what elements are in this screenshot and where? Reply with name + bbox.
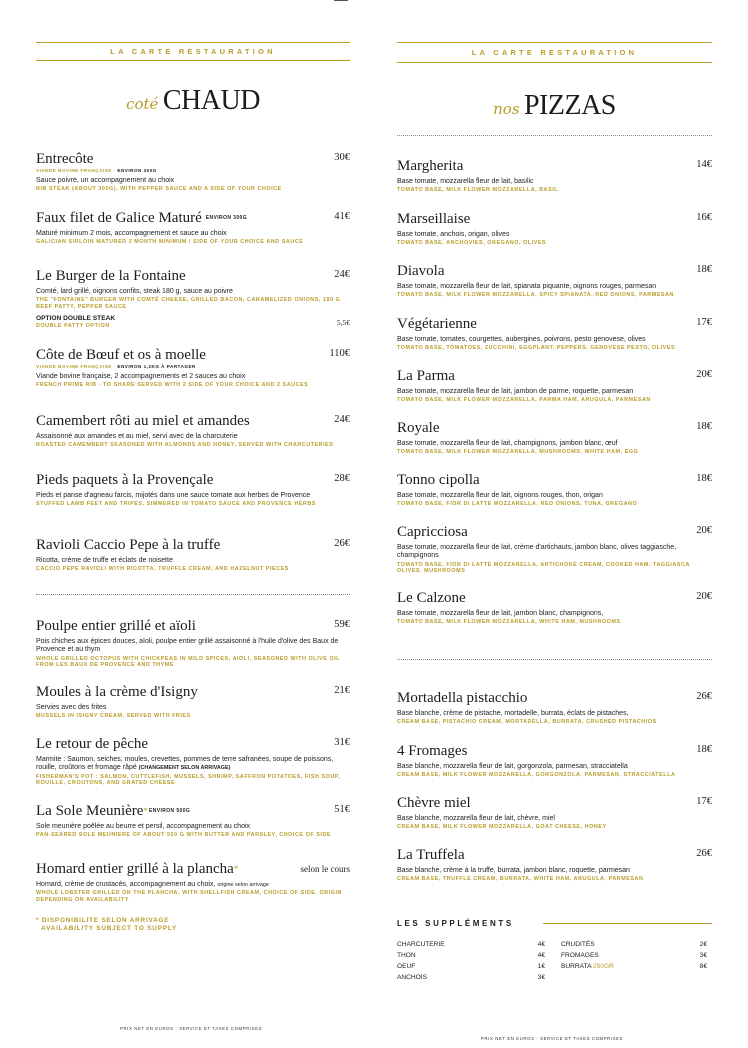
item-price: 14€ [696,159,712,170]
item-price: 17€ [696,796,712,807]
item-origin-tag: VIANDE BOVINE FRANÇAISE · ENVIRON 300G [36,168,157,173]
supplement-label: CRUDITÉS [561,941,595,948]
item-name: Capricciosa [397,524,468,540]
menu-item [397,795,712,831]
menu-item [36,618,350,668]
item-price: 41€ [334,211,350,222]
item-origin-tag: VIANDE BOVINE FRANÇAISE · ENVIRON 1,2KG À PARTAGER [36,364,196,369]
item-description-en: ROASTED CAMEMBERT SEASONED WITH ALMONDS AND HONEY, SERVED WITH CHARCUTERIES [36,442,334,449]
page-title [397,90,712,122]
item-description-en: TOMATO BASE, MILK FLOWER MOZZARELLA, PARMA HAM, ARUGULA, PARMESAN [397,397,651,404]
header-rule-bottom [397,62,712,63]
menu-item [397,211,712,247]
item-description: Base tomate, anchois, origan, olives [397,231,510,238]
item-description: Sole meunière poêlée au beurre et persil, accompagnement au choix [36,823,251,831]
item-description-en: CREAM BASE, MILK FLOWER MOZZARELLA, GORGONZOLA, PARMESAN, STRACCIATELLA [397,772,676,779]
item-name: Margherita [397,158,464,174]
item-description-en: TOMATO BASE, MILK FLOWER MOZZARELLA, SPICY SPIANATA, RED ONIONS, PARMESAN [397,292,674,299]
item-name: Marseillaise [397,211,471,227]
item-description-en: THE "FONTAINE" BURGER WITH COMTÉ CHEESE, GRILLED BACON, CARAMELIZED ONIONS, 180 G BEEF PATTY, PEPPER SAUCE [36,297,341,310]
item-description-en: TOMATO BASE, MILK FLOWER MOZZARELLA, WHITE HAM, MUSHROOMS [397,619,621,626]
item-description-en: TOMATO BASE, ANCHOVIES, OREGANO, OLIVES [397,240,547,247]
item-description: Pois chiches aux épices douces, aïoli, poulpe entier grillé assaisonné à l'huile d'olive des Baux de Provence et au thym [36,638,339,654]
item-description: Sauce poivre, un accompagnement au choix [36,177,175,184]
item-description-en: TOMATO BASE, TOMATOES, ZUCCHINI, EGGPLANT, PEPPERS, GENOVESE PESTO, OLIVES [397,345,676,352]
item-option: OPTION DOUBLE STEAK [36,314,116,322]
supplement-price: 3€ [537,974,545,981]
item-description: Base blanche, mozzarella fleur de lait, gorgonzola, parmesan, stracciatella [397,763,628,770]
supplement-price: 4€ [537,952,545,959]
section-header: LA CARTE RESTAURATION [110,47,276,56]
menu-item [397,743,712,779]
footnote: * DISPONIBILITE SELON ARRIVAGE AVAILABILITY SUBJECT TO SUPPLY [36,917,178,932]
section-header: LA CARTE RESTAURATION [471,48,638,57]
item-name: La Truffela [397,847,465,863]
item-description: Base tomate, mozzarella fleur de lait, spianata piquante, oignons rouges, parmesan [397,283,657,290]
header-rule-top [397,42,712,43]
item-description-en: WHOLE GRILLED OCTOPUS WITH CHICKPEAS IN MILD SPICES, AIOLI, SEASONED WITH OLIVE OIL FROM LES BAUX DE PROVENCE AND THYME [36,655,341,668]
item-price: 26€ [334,538,350,549]
item-description-en: FISHERMAN'S POT : SALMON, CUTTLEFISH, MUSSELS, SHRIMP, SAFFRON POTATOES, FISH SOUP, ROUILLE, CROUTONS, AND GRATED CHEESE [36,773,341,786]
menu-item [36,803,350,839]
item-description-en: CREAM BASE, PISTACHIO CREAM, MORTADELLA, BURRATA, CRUSHED PISTACHIOS [397,719,657,726]
item-price: 24€ [334,269,350,280]
menu-item [397,472,712,508]
supplement-price: 1€ [537,963,545,970]
title-cursive: coté [126,95,159,113]
menu-item [36,413,350,449]
item-description-en: GALICIAN SIRLOIN MATURED 2 MONTH MINIMUM / SIDE OF YOUR CHOICE AND SAUCE [36,239,304,246]
section-divider [36,594,350,595]
page-title [36,85,350,117]
menu-item [36,736,350,786]
top-mark [334,0,348,1]
item-description-en: CREAM BASE, MILK FLOWER MOZZARELLA, GOAT CHEESE, HONEY [397,824,607,831]
item-description: Viande bovine française, 2 accompagnements et 2 sauces au choix [36,373,246,380]
item-description: Assaisonné aux amandes et au miel, servi avec de la charcuterie [36,433,238,440]
menu-item [397,590,712,626]
supplement-price: 4€ [537,941,545,948]
item-description: Base tomate, mozzarella fleur de lait, oignons rouges, thon, origan [397,492,603,499]
item-price: 28€ [334,473,350,484]
item-name: Faux filet de Galice Maturé ENVIRON 300G [36,210,247,226]
menu-item [36,684,350,720]
menu-item [36,537,350,573]
item-price: 30€ [334,152,350,163]
item-description: Base blanche, crème de pistache, mortadelle, burrata, éclats de pistaches, [397,710,629,717]
item-price: 59€ [334,619,350,630]
item-weight-note: ENVIRON 300G [205,215,247,222]
title-cursive: nos [493,100,520,118]
menu-item [397,158,712,194]
menu-item [397,368,712,404]
item-description: Base tomate, mozzarella fleur de lait, basilic [397,178,534,185]
item-price: 20€ [696,525,712,536]
item-description-en: TOMATO BASE, MILK FLOWER MOZZARELLA, BASIL [397,187,559,194]
supplement-price: 2€ [699,941,707,948]
item-name: Homard entier grillé à la plancha* [36,861,239,877]
item-description: Servies avec des frites [36,704,107,711]
item-description: Homard, crème de crustacés, accompagnement au choix, origine selon arrivage [36,881,269,888]
menu-item [397,847,712,883]
item-price: 17€ [696,317,712,328]
item-name: Entrecôte [36,151,94,167]
item-description-en: CACCIO PEPE RAVIOLI WITH RICOTTA, TRUFFLE CREAM, AND HAZELNUT PIECES [36,566,289,573]
menu-item [36,268,350,329]
item-description-en: FRENCH PRIME RIB - TO SHARE SERVED WITH 2 SIDE OF YOUR CHOICE AND 2 SAUCES [36,382,309,389]
item-price: 18€ [696,744,712,755]
item-price: 18€ [696,473,712,484]
item-description-en: RIB STEAK (ABOUT 300G), WITH PEPPER SAUCE AND A SIDE OF YOUR CHOICE [36,186,282,193]
item-description: Base blanche, mozzarella fleur de lait, chèvre, miel [397,815,555,822]
item-name: Diavola [397,263,445,279]
supplement-price: 3€ [699,952,707,959]
menu-item [397,316,712,352]
item-price: 31€ [334,737,350,748]
item-description-en: STUFFED LAMB FEET AND TRIPES, SIMMERED IN TOMATO SAUCE AND PROVENCE HERBS [36,501,316,508]
item-description: Base tomate, mozzarella fleur de lait, jambon de parme, roquette, parmesan [397,388,634,395]
menu-item [36,861,350,903]
legal-note: PRIX NET EN EUROS - SERVICE ET TAXES COMPRISES [120,1026,263,1031]
item-description: Base tomate, mozzarella fleur de lait, jambon blanc, champignons, [397,610,604,617]
menu-item [36,347,350,389]
item-name: Tonno cipolla [397,472,480,488]
item-name: Moules à la crème d'Isigny [36,684,198,700]
item-description: Ricotta, crème de truffe et éclats de noisette [36,557,173,564]
menu-item [36,210,350,246]
item-description-en: MUSSELS IN ISIGNY CREAM, SERVED WITH FRIES [36,713,191,720]
supplement-label: OEUF [397,963,416,970]
menu-item [397,420,712,456]
header-rule-bottom [36,60,350,61]
legal-note: PRIX NET EN EUROS - SERVICE ET TAXES COMPRISES [481,1036,624,1041]
item-name: Le Burger de la Fontaine [36,268,186,284]
item-description: Pieds et panse d'agneau farcis, mijotés dans une sauce tomate aux herbes de Provence [36,492,311,499]
item-weight-note: ENVIRON 500G [148,808,191,815]
item-description-en: PAN-SEARED SOLE MEUNIERE OF ABOUT 500 G WITH BUTTER AND PARSLEY, CHOICE OF SIDE [36,832,332,839]
item-description-en: TOMATO BASE, MILK FLOWER MOZZARELLA, MUSHROOMS, WHITE HAM, EGG [397,449,639,456]
item-description: Base tomate, mozzarella fleur de lait, crème d'artichauts, jambon blanc, olives taggiasche, champignons [397,544,677,560]
item-price: 20€ [696,369,712,380]
item-price: 16€ [696,212,712,223]
item-price: 21€ [334,685,350,696]
item-price: 18€ [696,421,712,432]
supplement-label: THON [397,952,416,959]
item-name: Poulpe entier grillé et aïoli [36,618,196,634]
menu-item [397,524,712,574]
item-name: Le Calzone [397,590,466,606]
item-price: 24€ [334,414,350,425]
item-name: La Parma [397,368,455,384]
item-description: Base tomate, tomates, courgettes, aubergines, poivrons, pesto genovese, olives [397,336,646,343]
menu-item [36,472,350,508]
item-description: Marmite : Saumon, seiches, moules, crevettes, pommes de terre safranées, soupe de poissons, rouille, croûtons et fromage râpé (CHANGEMENT SELON ARRIVAGE) [36,756,334,772]
item-name: La Sole Meunière*ENVIRON 500G [36,803,191,819]
item-price: 26€ [696,848,712,859]
item-description: Comté, lard grillé, oignons confits, steak 180 g, sauce au poivre [36,288,233,295]
item-name: Chèvre miel [397,795,471,811]
item-price: 26€ [696,691,712,702]
menu-item [397,263,712,299]
item-description-en: TOMATO BASE, FIOR DI LATTE MOZZARELLA, RED ONIONS, TUNA, OREGANO [397,501,638,508]
item-name: Végétarienne [397,316,477,332]
supplement-price: 8€ [699,963,707,970]
menu-item [36,151,350,193]
item-name: Pieds paquets à la Provençale [36,472,214,488]
item-name: 4 Fromages [397,743,468,759]
item-option-en: DOUBLE PATTY OPTION [36,322,110,329]
item-description-en: WHOLE LOBSTER GRILLED ON THE PLANCHA, WITH SHELLFISH CREAM, CHOICE OF SIDE. ORIGIN DEPENDING ON AVAILABILITY [36,890,342,903]
supplement-label: BURRATA 250GR [561,963,614,970]
section-divider [397,659,712,660]
supplements-rule [543,923,712,924]
item-name: Côte de Bœuf et os à moelle [36,347,206,363]
supplement-label: CHARCUTERIE [397,941,445,948]
item-name: Ravioli Caccio Pepe à la truffe [36,537,221,553]
item-name: Mortadella pistacchio [397,690,528,706]
menu-item [397,690,712,726]
supplements-title: LES SUPPLÉMENTS [397,919,514,928]
item-description: Maturé minimum 2 mois, accompagnement et sauce au choix [36,230,227,238]
item-description: Base tomate, mozzarella fleur de lait, champignons, jambon blanc, œuf [397,440,618,447]
item-description-en: CREAM BASE, TRUFFLE CREAM, BURRATA, WHITE HAM, ARUGULA, PARMESAN [397,876,644,883]
item-option-price: 5,5€ [336,318,350,327]
item-description: Base blanche, crème à la truffe, burrata, jambon blanc, roquette, parmesan [397,867,630,874]
item-description-en: TOMATO BASE, FIOR DI LATTE MOZZARELLA, ARTICHOKE CREAM, COOKED HAM, TAGGIASCA OLIVES, MUSHROOMS [397,561,690,574]
supplement-label: ANCHOIS [397,974,428,981]
title-main: CHAUD [162,85,260,116]
item-price: 20€ [696,591,712,602]
section-divider [397,135,712,136]
item-name: Royale [397,420,440,436]
item-name: Camembert rôti au miel et amandes [36,413,250,429]
item-price: 51€ [334,804,350,815]
item-price: 18€ [696,264,712,275]
header-rule-top [36,42,350,43]
item-name: Le retour de pêche [36,736,149,752]
item-price: 110€ [329,348,350,359]
title-main: PIZZAS [523,90,616,121]
supplement-label: FROMAGES [561,952,599,959]
item-price: selon le cours [300,864,350,874]
